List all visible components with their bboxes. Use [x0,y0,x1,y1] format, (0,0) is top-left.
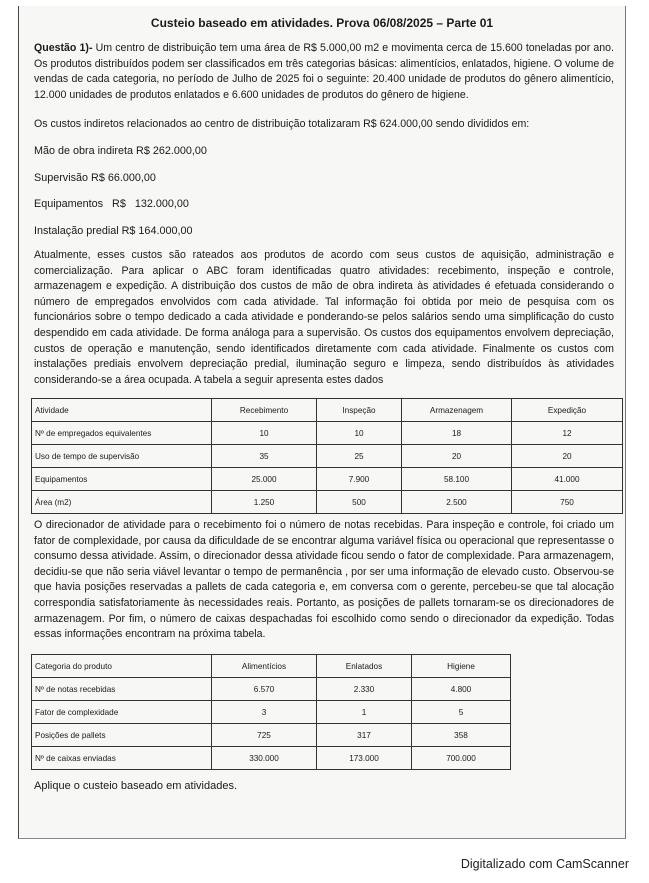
table-cell: 20 [512,445,623,468]
table-row [32,701,511,724]
table-cell: 10 [212,422,317,445]
table-cell: 20 [402,445,512,468]
table-cell: 500 [317,491,402,514]
table-row [32,678,511,701]
products-table [31,654,511,770]
table-cell: 58.100 [402,468,512,491]
table-header-cell: Armazenagem [402,399,512,422]
paragraph-3: Atualmente, esses custos são rateados aos produtos de acordo com seus custos de aquisição, administração e comercialização. Para aplicar o ABC foram identificadas quatro atividades: recebimento, inspeção e controle, armazenagem e expedição. A distribuição dos custos de mão de obra indireta às atividades é efetuada considerando o número de empregados envolvidos com cada atividade. Tal informação foi obtida por meio de pesquisa com os funcionários sobre o tempo dedicado a cada atividade e ponderando-se pelos salários sendo uma simplificação do custo despendido em cada atividade. De forma análoga para a supervisão. Os custos dos equipamentos envolvem depreciação, custos de operação e manutenção, sendo identificados diretamente com cada atividade. Finalmente os custos com instalações prediais envolvem depreciação predial, iluminação seguro e limpeza, sendo distribuídos às atividades considerando-se a área ocupada. A tabela a seguir apresenta estes dados [34,249,614,386]
table-cell: Nº de notas recebidas [32,678,212,701]
table-header-cell: Higiene [412,655,511,678]
table-cell: Uso de tempo de supervisão [32,445,212,468]
table-cell: Nº de empregados equivalentes [32,422,212,445]
paragraph-2: Os custos indiretos relacionados ao centro de distribuição totalizaram R$ 624.000,00 sendo divididos em: [34,118,530,130]
table-cell: Posições de pallets [32,724,212,747]
table-cell: 1.250 [212,491,317,514]
table-row [32,468,623,491]
table-cell: 725 [212,724,317,747]
table-header-cell: Alimentícios [212,655,317,678]
table-cell: Equipamentos [32,468,212,491]
table-row [32,422,623,445]
table-header-cell: Expedição [512,399,623,422]
table-header-row [32,399,623,422]
table-cell: 41.000 [512,468,623,491]
question-label: Questão 1)- [34,42,93,54]
table-cell: 700.000 [412,747,511,770]
table-cell: 6.570 [212,678,317,701]
table-cell: 4.800 [412,678,511,701]
table-header-cell: Enlatados [317,655,412,678]
table-cell: 3 [212,701,317,724]
table-row [32,445,623,468]
table-cell: 330.000 [212,747,317,770]
table-cell: 10 [317,422,402,445]
table-cell: 18 [402,422,512,445]
paragraph-4: O direcionador de atividade para o recebimento foi o número de notas recebidas. Para inspeção e controle, foi criado um fator de complexidade, por causa da dificuldade de se encontrar alguma variável física ou operacional que representasse o consumo dessa atividade. Assim, o direcionador dessa atividade ficou sendo o fator de complexidade. Para armazenagem, decidiu-se que não seria viável levantar o tempo de permanência , por ser uma informação de elevado custo. Observou-se que havia posições reservadas a pallets de cada categoria e, em conversa com o gerente, percebeu-se que tal alocação correspondia satisfatoriamente às necessidades reais. Portanto, as posições de pallets tornaram-se os direcionadores de armazenagem. Por fim, o número de caixas despachadas foi escolhido como sendo o direcionador da expedição. Todas essas informações encontram na próxima tabela. [34,519,614,641]
document-page [18,6,626,839]
table-cell: 317 [317,724,412,747]
final-prompt: Aplique o custeio baseado em atividades. [34,780,238,792]
table-header-cell: Atividade [32,399,212,422]
question-paragraph [34,41,614,103]
table-cell: 5 [412,701,511,724]
table-cell: 35 [212,445,317,468]
table-header-cell: Inspeção [317,399,402,422]
table-row [32,747,511,770]
scanner-watermark: Digitalizado com CamScanner [460,857,629,871]
table-cell: 25 [317,445,402,468]
cost-item-equipment: Equipamentos R$ 132.000,00 [34,198,189,210]
paragraph-1: Um centro de distribuição tem uma área de R$ 5.000,00 m2 e movimenta cerca de 15.600 toneladas por ano. Os produtos distribuídos podem ser classificados em três categorias básicas: alimentícios, enlatados, higiene. O volume de vendas de cada categoria, no período de Julho de 2025 foi o seguinte: 20.400 unidade de produtos do gênero alimentício, 12.000 unidades de produtos enlatados e 6.600 unidades de produtos do gênero de higiene. [34,42,614,101]
table-cell: 1 [317,701,412,724]
cost-item-labor: Mão de obra indireta R$ 262.000,00 [34,145,207,157]
table-header-cell: Categoria do produto [32,655,212,678]
table-row [32,491,623,514]
table-cell: 12 [512,422,623,445]
table-cell: 7.900 [317,468,402,491]
table-cell: 750 [512,491,623,514]
table-header-row [32,655,511,678]
table-cell: Área (m2) [32,491,212,514]
table-cell: 2.330 [317,678,412,701]
cost-item-building: Instalação predial R$ 164.000,00 [34,225,193,237]
table-cell: 25.000 [212,468,317,491]
activities-table [31,398,623,514]
table-cell: 173.000 [317,747,412,770]
table-cell: Fator de complexidade [32,701,212,724]
table-header-cell: Recebimento [212,399,317,422]
table-cell: Nº de caixas enviadas [32,747,212,770]
cost-item-supervision: Supervisão R$ 66.000,00 [34,172,156,184]
table-cell: 2.500 [402,491,512,514]
table-row [32,724,511,747]
page-title: Custeio baseado em atividades. Prova 06/08/2025 – Parte 01 [150,16,494,30]
table-cell: 358 [412,724,511,747]
